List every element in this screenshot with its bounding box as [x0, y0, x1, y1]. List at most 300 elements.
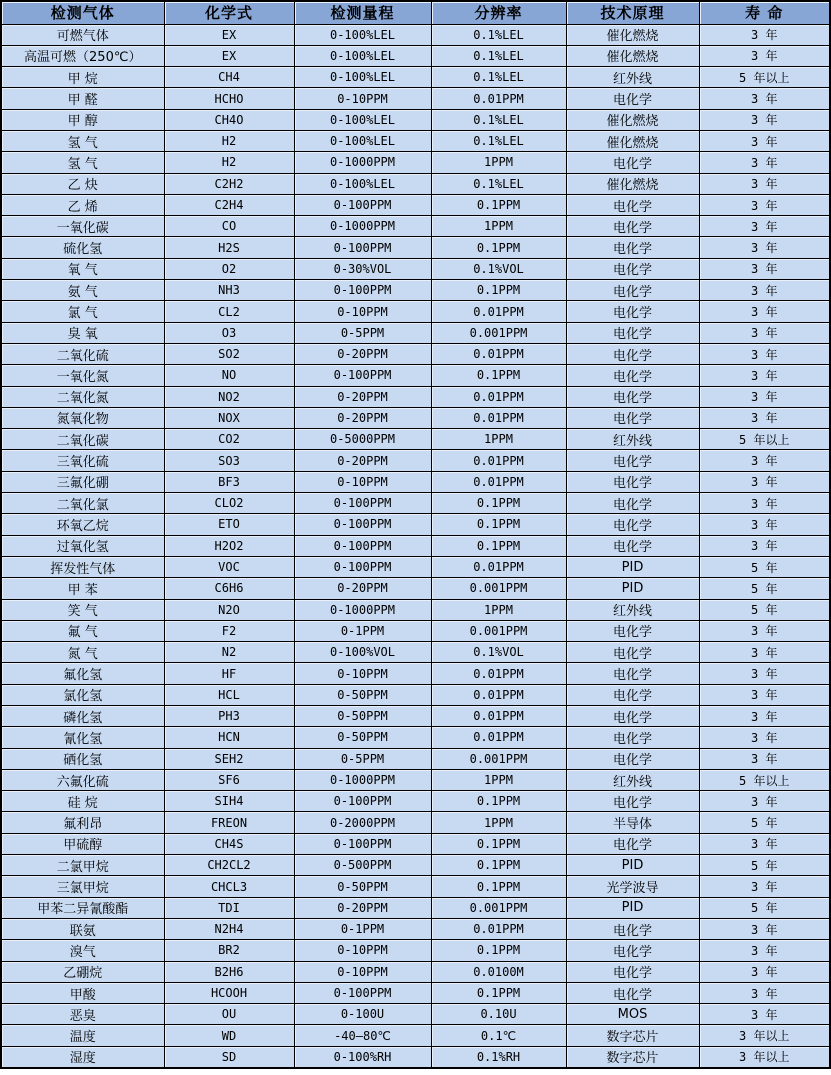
cell-gas: 甲苯二异氰酸酯	[1, 897, 164, 918]
cell-principle: 电化学	[566, 514, 699, 535]
cell-lifespan: 3 年	[699, 88, 830, 109]
cell-resolution: 0.1%LEL	[431, 130, 566, 151]
cell-formula: CO2	[164, 429, 294, 450]
cell-lifespan: 3 年	[699, 961, 830, 982]
cell-principle: 电化学	[566, 322, 699, 343]
cell-principle: 电化学	[566, 88, 699, 109]
cell-range: 0-20PPM	[294, 450, 431, 471]
cell-gas: 温度	[1, 1025, 164, 1046]
table-row	[1, 706, 830, 727]
cell-gas: 氢 气	[1, 152, 164, 173]
cell-resolution: 1PPM	[431, 216, 566, 237]
table-row	[1, 961, 830, 982]
cell-principle: 红外线	[566, 67, 699, 88]
cell-gas: 三氟化硼	[1, 471, 164, 492]
table-row	[1, 173, 830, 194]
cell-lifespan: 3 年	[699, 343, 830, 364]
cell-gas: 氟化氢	[1, 663, 164, 684]
cell-principle: 电化学	[566, 791, 699, 812]
cell-formula: CHCL3	[164, 876, 294, 897]
cell-range: 0-5PPM	[294, 322, 431, 343]
cell-gas: 乙硼烷	[1, 961, 164, 982]
cell-gas: 甲硫醇	[1, 833, 164, 854]
table-row	[1, 109, 830, 130]
table-row	[1, 258, 830, 279]
table-row	[1, 322, 830, 343]
cell-lifespan: 3 年	[699, 450, 830, 471]
cell-range: 0-50PPM	[294, 876, 431, 897]
cell-formula: C2H4	[164, 194, 294, 215]
cell-resolution: 1PPM	[431, 769, 566, 790]
cell-gas: 环氧乙烷	[1, 514, 164, 535]
cell-gas: 恶臭	[1, 1004, 164, 1025]
cell-lifespan: 3 年	[699, 514, 830, 535]
cell-gas: 二氧化氮	[1, 386, 164, 407]
cell-lifespan: 3 年	[699, 684, 830, 705]
table-row	[1, 791, 830, 812]
cell-resolution: 1PPM	[431, 599, 566, 620]
cell-gas: 二氧化氯	[1, 493, 164, 514]
cell-gas: 甲酸	[1, 982, 164, 1003]
cell-lifespan: 3 年	[699, 642, 830, 663]
cell-range: 0-100%LEL	[294, 24, 431, 45]
cell-resolution: 0.1PPM	[431, 940, 566, 961]
column-header-lifespan: 寿 命	[699, 1, 830, 24]
cell-range: 0-20PPM	[294, 578, 431, 599]
table-row	[1, 365, 830, 386]
table-row	[1, 386, 830, 407]
cell-gas: 湿度	[1, 1046, 164, 1067]
cell-gas: 氰化氢	[1, 727, 164, 748]
cell-formula: O2	[164, 258, 294, 279]
cell-principle: 催化燃烧	[566, 24, 699, 45]
cell-lifespan: 3 年	[699, 194, 830, 215]
cell-lifespan: 3 年以上	[699, 1046, 830, 1067]
cell-formula: NO2	[164, 386, 294, 407]
cell-formula: CH2CL2	[164, 855, 294, 876]
cell-lifespan: 5 年	[699, 855, 830, 876]
cell-gas: 硒化氢	[1, 748, 164, 769]
cell-resolution: 1PPM	[431, 429, 566, 450]
cell-principle: 电化学	[566, 365, 699, 386]
cell-lifespan: 5 年以上	[699, 769, 830, 790]
cell-lifespan: 3 年	[699, 216, 830, 237]
table-row	[1, 1004, 830, 1025]
table-row	[1, 897, 830, 918]
table-row	[1, 45, 830, 66]
cell-principle: 电化学	[566, 748, 699, 769]
table-row	[1, 940, 830, 961]
cell-resolution: 0.01PPM	[431, 706, 566, 727]
table-row	[1, 429, 830, 450]
cell-lifespan: 3 年	[699, 1004, 830, 1025]
cell-range: 0-20PPM	[294, 386, 431, 407]
cell-principle: PID	[566, 556, 699, 577]
cell-range: 0-50PPM	[294, 684, 431, 705]
cell-principle: 电化学	[566, 258, 699, 279]
cell-range: 0-10PPM	[294, 663, 431, 684]
cell-gas: 磷化氢	[1, 706, 164, 727]
cell-principle: 催化燃烧	[566, 130, 699, 151]
cell-lifespan: 5 年	[699, 578, 830, 599]
cell-range: 0-100%VOL	[294, 642, 431, 663]
cell-gas: 氯化氢	[1, 684, 164, 705]
cell-principle: 电化学	[566, 620, 699, 641]
cell-gas: 挥发性气体	[1, 556, 164, 577]
cell-gas: 氮氧化物	[1, 407, 164, 428]
cell-principle: 电化学	[566, 386, 699, 407]
cell-range: 0-100%RH	[294, 1046, 431, 1067]
cell-range: 0-10PPM	[294, 940, 431, 961]
cell-resolution: 0.0100M	[431, 961, 566, 982]
cell-formula: N2O	[164, 599, 294, 620]
cell-formula: CLO2	[164, 493, 294, 514]
cell-resolution: 0.01PPM	[431, 450, 566, 471]
cell-lifespan: 5 年以上	[699, 67, 830, 88]
cell-gas: 硅 烷	[1, 791, 164, 812]
table-row	[1, 130, 830, 151]
cell-range: -40—80℃	[294, 1025, 431, 1046]
cell-range: 0-100PPM	[294, 514, 431, 535]
cell-range: 0-5000PPM	[294, 429, 431, 450]
cell-range: 0-100%LEL	[294, 67, 431, 88]
cell-resolution: 0.1%LEL	[431, 45, 566, 66]
cell-lifespan: 3 年	[699, 322, 830, 343]
cell-principle: 电化学	[566, 237, 699, 258]
cell-principle: 红外线	[566, 769, 699, 790]
cell-lifespan: 3 年	[699, 876, 830, 897]
column-header-principle: 技术原理	[566, 1, 699, 24]
cell-gas: 氧 气	[1, 258, 164, 279]
cell-gas: 氯 气	[1, 301, 164, 322]
cell-lifespan: 3 年	[699, 535, 830, 556]
cell-principle: 数字芯片	[566, 1046, 699, 1067]
cell-range: 0-100%LEL	[294, 45, 431, 66]
cell-resolution: 0.1PPM	[431, 194, 566, 215]
cell-lifespan: 3 年	[699, 493, 830, 514]
cell-gas: 笑 气	[1, 599, 164, 620]
cell-gas: 氟 气	[1, 620, 164, 641]
cell-lifespan: 3 年	[699, 620, 830, 641]
cell-lifespan: 3 年	[699, 940, 830, 961]
table-row	[1, 876, 830, 897]
cell-principle: 电化学	[566, 471, 699, 492]
cell-principle: 电化学	[566, 663, 699, 684]
table-row	[1, 982, 830, 1003]
cell-formula: WD	[164, 1025, 294, 1046]
cell-formula: EX	[164, 24, 294, 45]
cell-resolution: 0.1PPM	[431, 493, 566, 514]
cell-formula: BR2	[164, 940, 294, 961]
cell-principle: 电化学	[566, 343, 699, 364]
cell-principle: 红外线	[566, 429, 699, 450]
cell-principle: 电化学	[566, 493, 699, 514]
cell-resolution: 0.01PPM	[431, 727, 566, 748]
cell-gas: 过氧化氢	[1, 535, 164, 556]
cell-lifespan: 3 年	[699, 258, 830, 279]
cell-principle: 电化学	[566, 684, 699, 705]
cell-formula: PH3	[164, 706, 294, 727]
cell-formula: H2	[164, 130, 294, 151]
column-header-range: 检测量程	[294, 1, 431, 24]
cell-lifespan: 3 年	[699, 791, 830, 812]
cell-resolution: 0.1℃	[431, 1025, 566, 1046]
cell-range: 0-10PPM	[294, 301, 431, 322]
cell-principle: MOS	[566, 1004, 699, 1025]
cell-gas: 甲 醇	[1, 109, 164, 130]
cell-lifespan: 3 年	[699, 918, 830, 939]
cell-formula: CO	[164, 216, 294, 237]
table-row	[1, 237, 830, 258]
cell-formula: F2	[164, 620, 294, 641]
cell-resolution: 0.1PPM	[431, 791, 566, 812]
cell-range: 0-20PPM	[294, 897, 431, 918]
cell-gas: 臭 氧	[1, 322, 164, 343]
cell-lifespan: 3 年	[699, 833, 830, 854]
cell-resolution: 0.01PPM	[431, 343, 566, 364]
cell-resolution: 1PPM	[431, 152, 566, 173]
cell-resolution: 0.1PPM	[431, 514, 566, 535]
cell-formula: HCN	[164, 727, 294, 748]
cell-principle: 半导体	[566, 812, 699, 833]
cell-formula: NH3	[164, 280, 294, 301]
cell-lifespan: 5 年	[699, 599, 830, 620]
cell-resolution: 0.1PPM	[431, 237, 566, 258]
cell-range: 0-100PPM	[294, 982, 431, 1003]
table-row	[1, 620, 830, 641]
cell-gas: 硫化氢	[1, 237, 164, 258]
cell-formula: H2	[164, 152, 294, 173]
cell-lifespan: 3 年	[699, 45, 830, 66]
cell-principle: 电化学	[566, 194, 699, 215]
cell-principle: 电化学	[566, 301, 699, 322]
cell-gas: 二氧化碳	[1, 429, 164, 450]
cell-resolution: 0.1%LEL	[431, 67, 566, 88]
cell-range: 0-2000PPM	[294, 812, 431, 833]
cell-resolution: 0.1PPM	[431, 365, 566, 386]
cell-gas: 甲 醛	[1, 88, 164, 109]
cell-resolution: 0.1PPM	[431, 280, 566, 301]
table-row	[1, 24, 830, 45]
cell-formula: C6H6	[164, 578, 294, 599]
table-row	[1, 88, 830, 109]
cell-gas: 乙 烯	[1, 194, 164, 215]
cell-formula: ETO	[164, 514, 294, 535]
cell-resolution: 0.01PPM	[431, 386, 566, 407]
cell-lifespan: 3 年	[699, 24, 830, 45]
cell-range: 0-100%LEL	[294, 130, 431, 151]
cell-principle: 电化学	[566, 961, 699, 982]
cell-resolution: 0.01PPM	[431, 663, 566, 684]
cell-gas: 氟利昂	[1, 812, 164, 833]
table-row	[1, 748, 830, 769]
cell-principle: 电化学	[566, 152, 699, 173]
cell-principle: 催化燃烧	[566, 109, 699, 130]
cell-range: 0-50PPM	[294, 727, 431, 748]
table-row	[1, 578, 830, 599]
cell-range: 0-100PPM	[294, 791, 431, 812]
cell-principle: 电化学	[566, 216, 699, 237]
cell-formula: SF6	[164, 769, 294, 790]
cell-formula: H2O2	[164, 535, 294, 556]
cell-resolution: 0.1PPM	[431, 855, 566, 876]
cell-formula: OU	[164, 1004, 294, 1025]
cell-resolution: 0.1%LEL	[431, 173, 566, 194]
cell-formula: HCOOH	[164, 982, 294, 1003]
cell-lifespan: 3 年	[699, 727, 830, 748]
cell-lifespan: 5 年	[699, 897, 830, 918]
cell-range: 0-100PPM	[294, 493, 431, 514]
cell-gas: 乙 炔	[1, 173, 164, 194]
cell-range: 0-20PPM	[294, 343, 431, 364]
cell-lifespan: 3 年	[699, 407, 830, 428]
cell-range: 0-500PPM	[294, 855, 431, 876]
cell-resolution: 0.1%VOL	[431, 258, 566, 279]
cell-gas: 氮 气	[1, 642, 164, 663]
cell-lifespan: 5 年	[699, 812, 830, 833]
cell-range: 0-100PPM	[294, 365, 431, 386]
cell-range: 0-100U	[294, 1004, 431, 1025]
cell-lifespan: 3 年	[699, 109, 830, 130]
table-row	[1, 556, 830, 577]
cell-formula: CH4O	[164, 109, 294, 130]
cell-formula: O3	[164, 322, 294, 343]
cell-range: 0-100PPM	[294, 556, 431, 577]
cell-resolution: 0.1%LEL	[431, 109, 566, 130]
column-header-resolution: 分辨率	[431, 1, 566, 24]
cell-formula: N2	[164, 642, 294, 663]
cell-range: 0-5PPM	[294, 748, 431, 769]
cell-range: 0-1000PPM	[294, 152, 431, 173]
cell-gas: 高温可燃（250℃）	[1, 45, 164, 66]
table-row	[1, 1046, 830, 1067]
cell-formula: FREON	[164, 812, 294, 833]
cell-range: 0-10PPM	[294, 471, 431, 492]
cell-lifespan: 3 年	[699, 237, 830, 258]
cell-lifespan: 3 年	[699, 365, 830, 386]
cell-range: 0-100PPM	[294, 833, 431, 854]
cell-range: 0-100%LEL	[294, 109, 431, 130]
table-row	[1, 642, 830, 663]
cell-lifespan: 3 年	[699, 301, 830, 322]
cell-principle: 电化学	[566, 280, 699, 301]
cell-range: 0-100PPM	[294, 280, 431, 301]
cell-resolution: 0.1PPM	[431, 535, 566, 556]
cell-resolution: 0.001PPM	[431, 578, 566, 599]
cell-resolution: 0.01PPM	[431, 301, 566, 322]
cell-lifespan: 3 年	[699, 471, 830, 492]
cell-range: 0-20PPM	[294, 407, 431, 428]
cell-principle: 电化学	[566, 727, 699, 748]
table-row	[1, 216, 830, 237]
cell-range: 0-1PPM	[294, 918, 431, 939]
cell-principle: PID	[566, 578, 699, 599]
cell-gas: 可燃气体	[1, 24, 164, 45]
cell-lifespan: 3 年	[699, 152, 830, 173]
cell-resolution: 0.01PPM	[431, 88, 566, 109]
table-row	[1, 280, 830, 301]
table-row	[1, 194, 830, 215]
table-row	[1, 918, 830, 939]
cell-formula: NO	[164, 365, 294, 386]
cell-range: 0-30%VOL	[294, 258, 431, 279]
table-row	[1, 812, 830, 833]
cell-lifespan: 3 年	[699, 748, 830, 769]
cell-gas: 六氟化硫	[1, 769, 164, 790]
cell-resolution: 0.1PPM	[431, 833, 566, 854]
cell-resolution: 0.01PPM	[431, 471, 566, 492]
table-row	[1, 599, 830, 620]
cell-gas: 氢 气	[1, 130, 164, 151]
cell-formula: HCHO	[164, 88, 294, 109]
cell-range: 0-10PPM	[294, 88, 431, 109]
table-row	[1, 450, 830, 471]
cell-lifespan: 3 年	[699, 280, 830, 301]
table-row	[1, 535, 830, 556]
cell-principle: 催化燃烧	[566, 173, 699, 194]
table-row	[1, 301, 830, 322]
cell-principle: 电化学	[566, 642, 699, 663]
cell-principle: 电化学	[566, 833, 699, 854]
cell-formula: VOC	[164, 556, 294, 577]
cell-resolution: 1PPM	[431, 812, 566, 833]
cell-gas: 二氯甲烷	[1, 855, 164, 876]
table-row	[1, 769, 830, 790]
cell-resolution: 0.001PPM	[431, 620, 566, 641]
cell-gas: 一氧化氮	[1, 365, 164, 386]
cell-formula: CL2	[164, 301, 294, 322]
cell-gas: 三氯甲烷	[1, 876, 164, 897]
cell-formula: TDI	[164, 897, 294, 918]
cell-principle: PID	[566, 855, 699, 876]
table-row	[1, 727, 830, 748]
cell-principle: PID	[566, 897, 699, 918]
cell-resolution: 0.10U	[431, 1004, 566, 1025]
table-row	[1, 67, 830, 88]
cell-formula: NOX	[164, 407, 294, 428]
cell-range: 0-1000PPM	[294, 769, 431, 790]
cell-formula: N2H4	[164, 918, 294, 939]
cell-formula: SEH2	[164, 748, 294, 769]
cell-principle: 红外线	[566, 599, 699, 620]
cell-resolution: 0.01PPM	[431, 684, 566, 705]
cell-formula: SO3	[164, 450, 294, 471]
cell-gas: 溴气	[1, 940, 164, 961]
cell-lifespan: 3 年	[699, 706, 830, 727]
cell-formula: CH4S	[164, 833, 294, 854]
header-row	[1, 1, 830, 24]
cell-principle: 催化燃烧	[566, 45, 699, 66]
cell-formula: SIH4	[164, 791, 294, 812]
cell-formula: SD	[164, 1046, 294, 1067]
cell-principle: 电化学	[566, 982, 699, 1003]
cell-principle: 光学波导	[566, 876, 699, 897]
cell-resolution: 0.01PPM	[431, 918, 566, 939]
cell-lifespan: 3 年	[699, 130, 830, 151]
cell-principle: 数字芯片	[566, 1025, 699, 1046]
cell-formula: SO2	[164, 343, 294, 364]
cell-gas: 三氧化硫	[1, 450, 164, 471]
cell-formula: B2H6	[164, 961, 294, 982]
cell-range: 0-100PPM	[294, 535, 431, 556]
cell-gas: 一氧化碳	[1, 216, 164, 237]
cell-resolution: 0.01PPM	[431, 407, 566, 428]
cell-range: 0-1000PPM	[294, 216, 431, 237]
table-row	[1, 471, 830, 492]
cell-formula: CH4	[164, 67, 294, 88]
table-row	[1, 152, 830, 173]
table-row	[1, 493, 830, 514]
